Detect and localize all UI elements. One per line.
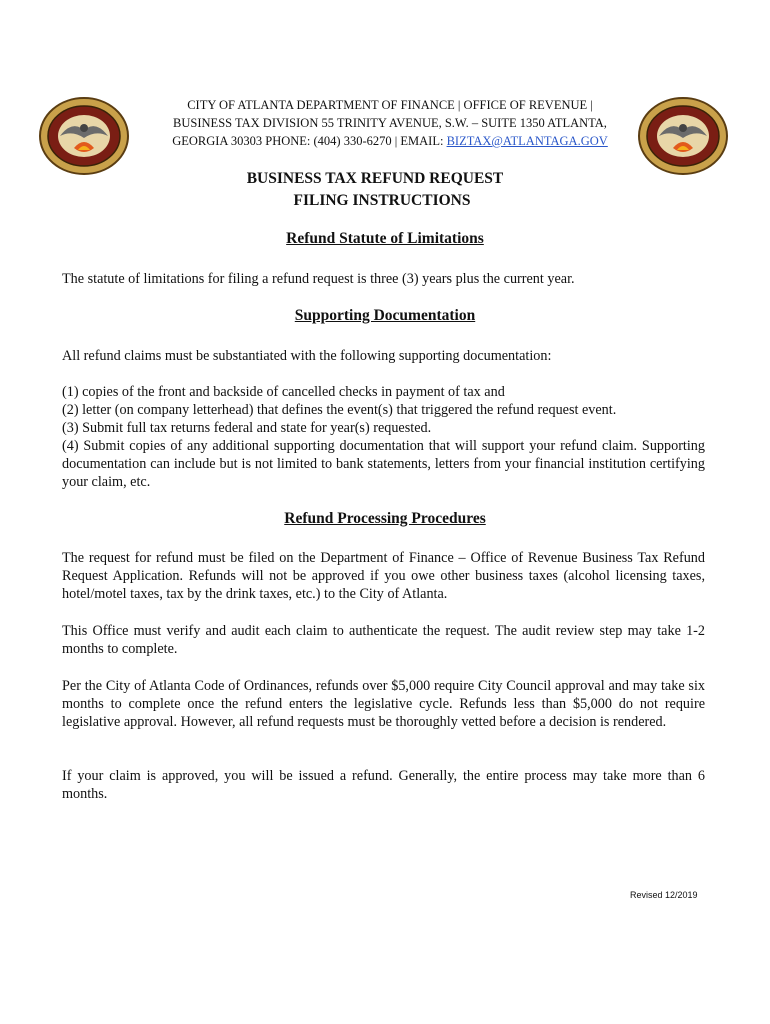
supporting-heading: Supporting Documentation (294, 307, 476, 324)
supporting-list (62, 383, 705, 491)
document-title: BUSINESS TAX REFUND REQUEST (246, 170, 504, 187)
letterhead-contact: GEORGIA 30303 PHONE: (404) 330-6270 | EMAIL: (172, 134, 447, 148)
processing-paragraph: If your claim is approved, you will be issued a refund. Generally, the entire process may take more than 6 months. (62, 768, 705, 802)
letterhead-line-3 (150, 132, 630, 150)
document-subtitle: FILING INSTRUCTIONS (293, 192, 471, 209)
processing-heading: Refund Processing Procedures (284, 510, 486, 527)
letterhead-line-2: BUSINESS TAX DIVISION 55 TRINITY AVENUE, S.W. – SUITE 1350 ATLANTA, (173, 116, 607, 130)
list-item: (4) Submit copies of any additional supporting documentation that will support your refund claim. Supporting documentation can include but is not limited to bank statements, letters from your financial institution certifying your claim, etc. (62, 438, 705, 490)
revision-date: Revised 12/2019 (630, 890, 698, 900)
processing-paragraph: Per the City of Atlanta Code of Ordinances, refunds over $5,000 require City Council approval and may take six months to complete once the refund enters the legislative cycle. Refunds less than $5,000 do not require legislative approval. However, all refund requests must be thoroughly vetted before a decision is rendered. (62, 678, 705, 730)
processing-paragraph: This Office must verify and audit each claim to authenticate the request. The audit review step may take 1-2 months to complete. (62, 623, 705, 657)
email-link[interactable]: BIZTAX@ATLANTAGA.GOV (446, 134, 608, 148)
supporting-intro: All refund claims must be substantiated with the following supporting documentation: (62, 348, 552, 364)
list-item: (2) letter (on company letterhead) that defines the event(s) that triggered the refund request event. (62, 402, 617, 418)
letterhead (150, 96, 630, 150)
city-seal-right-logo (637, 96, 729, 176)
letterhead-line-1: CITY OF ATLANTA DEPARTMENT OF FINANCE | OFFICE OF REVENUE | (187, 98, 593, 112)
list-item: (3) Submit full tax returns federal and state for year(s) requested. (62, 420, 432, 436)
list-item: (1) copies of the front and backside of cancelled checks in payment of tax and (62, 384, 505, 400)
statute-heading: Refund Statute of Limitations (286, 230, 484, 247)
city-seal-left-logo (38, 96, 130, 176)
statute-text: The statute of limitations for filing a refund request is three (3) years plus the current year. (62, 271, 575, 287)
processing-paragraph: The request for refund must be filed on the Department of Finance – Office of Revenue Business Tax Refund Request Application. Refunds will not be approved if you owe other business taxes (alcohol licensing taxes, hotel/motel taxes, tax by the drink taxes, etc.) to the City of Atlanta. (62, 550, 705, 602)
